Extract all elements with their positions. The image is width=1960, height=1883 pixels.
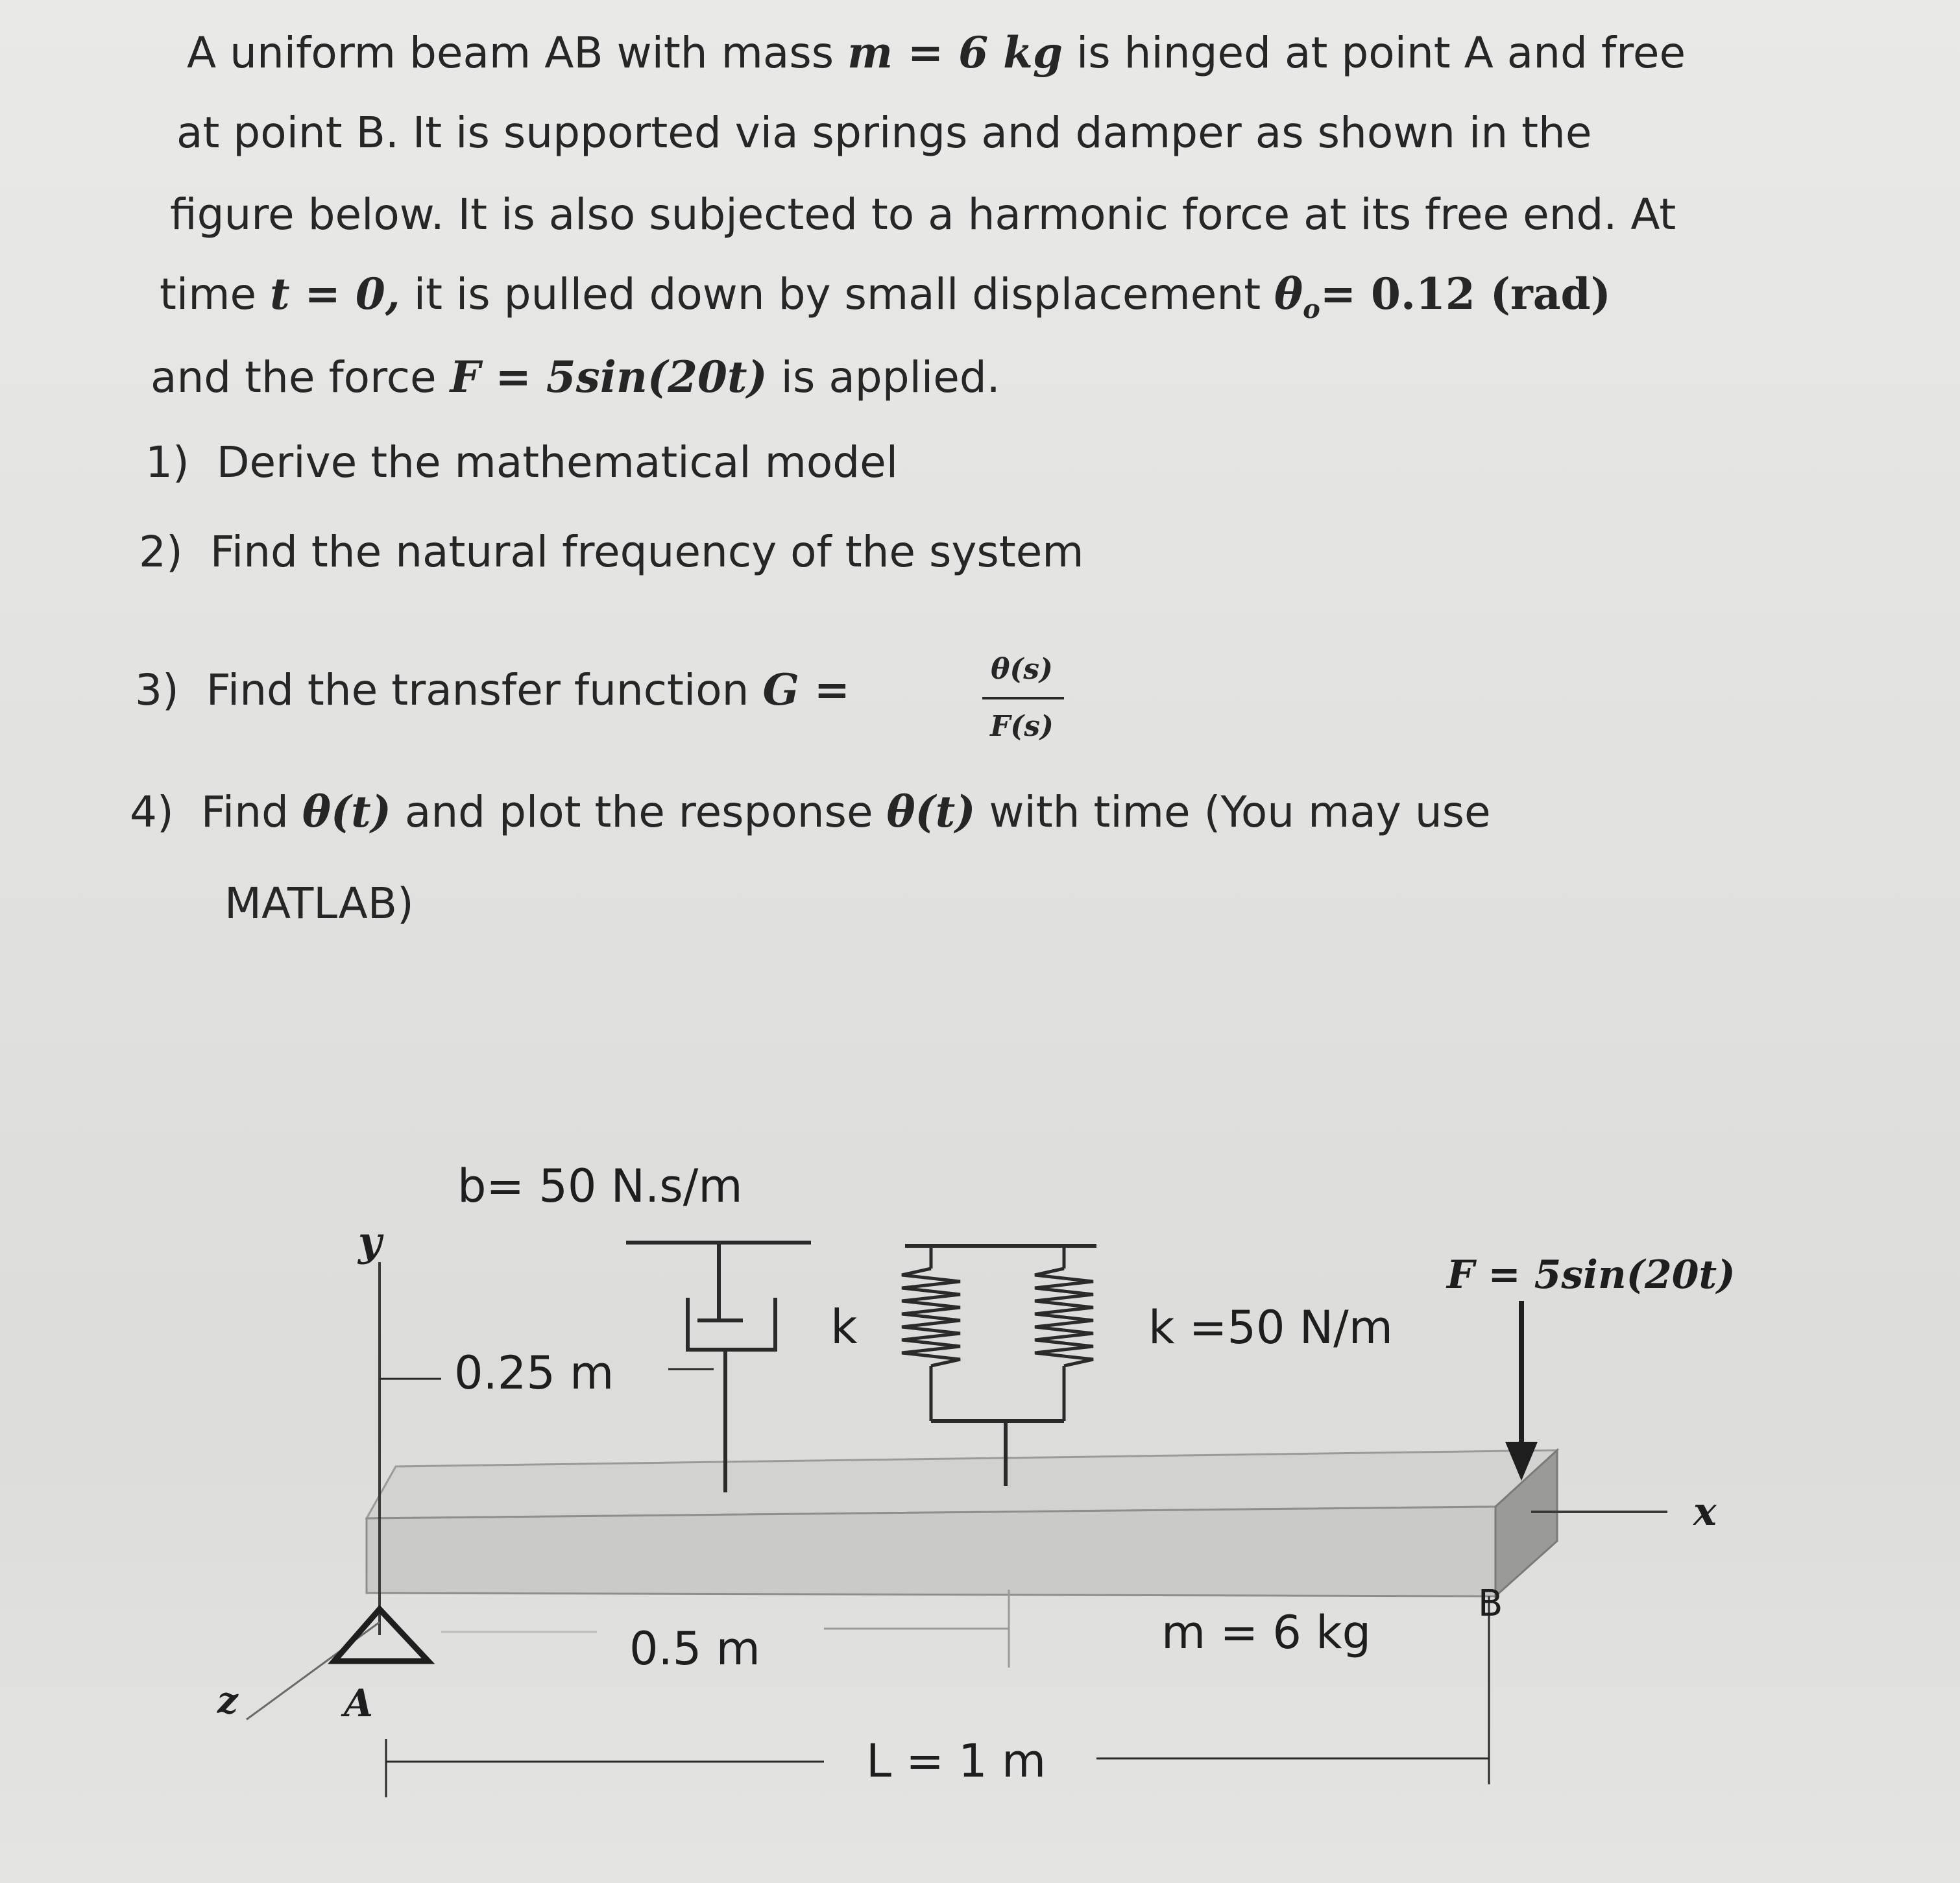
transfer-function-symbol: G = (762, 664, 851, 715)
force-expression: F = 5sin(20t) (450, 352, 768, 402)
question-number: 2) (139, 527, 183, 577)
theta-subscript: o (1303, 294, 1320, 325)
hinge-support (334, 1609, 428, 1661)
x-axis-label: x (1693, 1489, 1717, 1535)
spring-constant-label: k =50 N/m (1148, 1301, 1393, 1354)
question-number: 3) (135, 665, 179, 715)
mass-label: m = 6 kg (1161, 1606, 1372, 1659)
problem-text: A uniform beam AB with mass (187, 28, 848, 78)
problem-line-3 (170, 189, 1676, 239)
problem-line-4 (160, 269, 1611, 325)
problem-text: and the force (151, 352, 450, 402)
theta-symbol: θ (1274, 269, 1303, 319)
problem-text: at point B. It is supported via springs and damper as shown in the (176, 108, 1592, 158)
problem-text: it is pulled down by small displacement (400, 269, 1275, 319)
problem-line-1 (187, 27, 1686, 78)
point-b-label: B (1478, 1583, 1503, 1625)
theta-t: θ(t) (886, 786, 976, 837)
problem-text: is applied. (767, 352, 1000, 402)
point-a-label: A (344, 1681, 374, 1725)
problem-text: is hinged at point A and free (1062, 28, 1686, 78)
damper-cylinder (688, 1298, 775, 1350)
problem-text: figure below. It is also subjected to a harmonic force at its free end. At (170, 189, 1676, 239)
problem-text: time (160, 269, 271, 319)
question-text: MATLAB) (224, 879, 414, 929)
question-3 (135, 664, 851, 715)
question-text: and plot the response (391, 787, 887, 837)
time-expression: t = 0, (270, 269, 400, 319)
spring-k-label: k (830, 1300, 858, 1354)
y-axis-label: y (358, 1218, 382, 1265)
initial-displacement-value: = 0.12 (rad) (1320, 269, 1611, 319)
question-2 (139, 527, 1084, 577)
beam-front-face (367, 1507, 1495, 1596)
question-text: with time (You may use (975, 787, 1491, 837)
length-label: L = 1 m (866, 1734, 1047, 1788)
mass-expression: m = 6 kg (847, 27, 1063, 78)
question-4-continued (224, 879, 414, 929)
tf-denominator: F(s) (990, 710, 1054, 743)
question-4 (130, 786, 1491, 837)
force-label: F = 5sin(20t) (1447, 1252, 1736, 1298)
z-axis-label: z (217, 1679, 238, 1722)
question-number: 4) (130, 787, 174, 837)
problem-line-5 (151, 352, 1000, 402)
tf-numerator: θ(s) (991, 653, 1053, 686)
spring-left-coil (902, 1269, 960, 1366)
question-text: Derive the mathematical model (216, 437, 899, 487)
spring-right-coil (1035, 1269, 1093, 1366)
question-text: Find (200, 787, 302, 837)
theta-t: θ(t) (302, 786, 391, 837)
damper-label: b= 50 N.s/m (457, 1160, 743, 1213)
question-text: Find the transfer function (206, 665, 763, 715)
question-text: Find the natural frequency of the system (210, 527, 1084, 577)
mid-position-label: 0.5 m (629, 1622, 760, 1675)
damper-position-label: 0.25 m (454, 1346, 614, 1400)
question-number: 1) (145, 437, 189, 487)
question-1 (145, 437, 899, 487)
fraction-bar (982, 697, 1064, 699)
problem-line-2 (176, 108, 1592, 158)
beam-figure (0, 1071, 1960, 1882)
